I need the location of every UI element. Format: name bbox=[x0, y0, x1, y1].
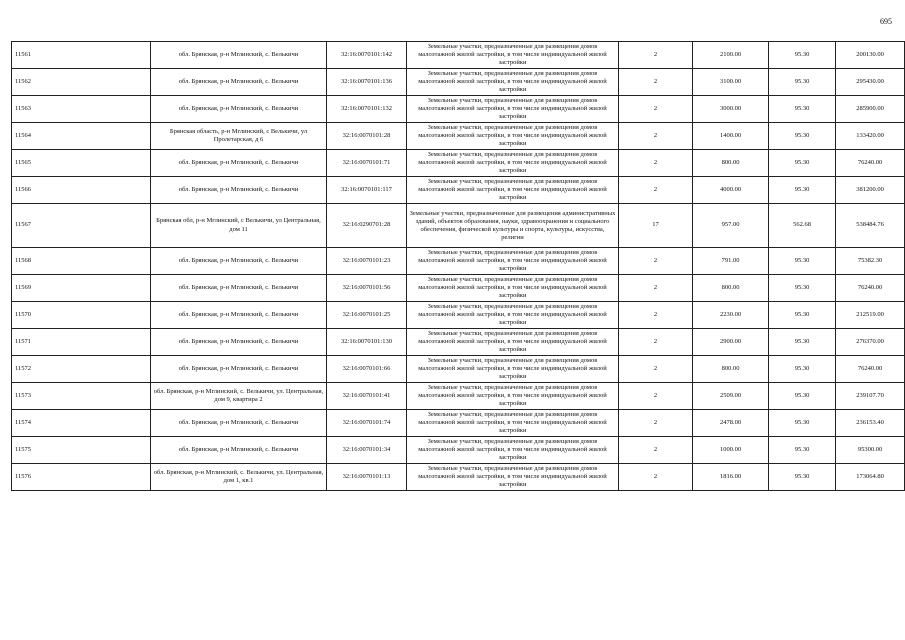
area-cell: 1400.00 bbox=[693, 123, 769, 150]
specific-value-cell: 95.30 bbox=[769, 410, 836, 437]
cadastral-number-cell: 32:16:0070101:28 bbox=[327, 123, 407, 150]
area-cell: 3000.00 bbox=[693, 96, 769, 123]
cadastral-number-cell: 32:16:0070101:25 bbox=[327, 302, 407, 329]
address-cell: обл. Брянская, р-н Мглинский, с. Велькичи bbox=[151, 248, 327, 275]
cadastral-value-cell: 239107.70 bbox=[836, 383, 905, 410]
specific-value-cell: 95.30 bbox=[769, 69, 836, 96]
area-cell: 957.00 bbox=[693, 204, 769, 248]
address-cell: обл. Брянская, р-н Мглинский, с. Велькичи bbox=[151, 275, 327, 302]
area-cell: 800.00 bbox=[693, 356, 769, 383]
table-row bbox=[12, 302, 905, 329]
group-code-cell: 2 bbox=[619, 42, 693, 69]
address-cell: обл. Брянская, р-н Мглинский, с. Велькичи bbox=[151, 356, 327, 383]
group-code-cell: 2 bbox=[619, 96, 693, 123]
cadastral-number-cell: 32:16:0070101:132 bbox=[327, 96, 407, 123]
cadastral-value-cell: 212519.00 bbox=[836, 302, 905, 329]
row-number-cell: 11562 bbox=[12, 69, 151, 96]
cadastral-value-cell: 276370.00 bbox=[836, 329, 905, 356]
row-number-cell: 11566 bbox=[12, 177, 151, 204]
cadastral-value-cell: 76240.00 bbox=[836, 356, 905, 383]
group-code-cell: 2 bbox=[619, 123, 693, 150]
group-code-cell: 2 bbox=[619, 437, 693, 464]
cadastral-number-cell: 32:16:0070101:56 bbox=[327, 275, 407, 302]
group-code-cell: 2 bbox=[619, 329, 693, 356]
table-row bbox=[12, 464, 905, 491]
table-row bbox=[12, 123, 905, 150]
row-number-cell: 11575 bbox=[12, 437, 151, 464]
address-cell: обл. Брянская, р-н Мглинский, с. Велькичи bbox=[151, 329, 327, 356]
cadastral-value-cell: 381200.00 bbox=[836, 177, 905, 204]
area-cell: 800.00 bbox=[693, 275, 769, 302]
table-row bbox=[12, 356, 905, 383]
land-use-cell: Земельные участки, предназначенные для размещения домов малоэтажной жилой застройки, в том числе индивидуальной жилой застройки bbox=[407, 248, 619, 275]
table-row bbox=[12, 69, 905, 96]
cadastral-number-cell: 32:16:0070101:71 bbox=[327, 150, 407, 177]
land-use-cell: Земельные участки, предназначенные для размещения домов малоэтажной жилой застройки, в том числе индивидуальной жилой застройки bbox=[407, 177, 619, 204]
area-cell: 2900.00 bbox=[693, 329, 769, 356]
row-number-cell: 11561 bbox=[12, 42, 151, 69]
specific-value-cell: 95.30 bbox=[769, 248, 836, 275]
row-number-cell: 11563 bbox=[12, 96, 151, 123]
land-use-cell: Земельные участки, предназначенные для размещения административных зданий, объектов образования, науки, здравоохранения и социального обеспечения, физической культуры и спорта, культуры, искусства, религии bbox=[407, 204, 619, 248]
row-number-cell: 11570 bbox=[12, 302, 151, 329]
cadastral-number-cell: 32:16:0070101:142 bbox=[327, 42, 407, 69]
cadastral-value-cell: 173064.80 bbox=[836, 464, 905, 491]
table-row bbox=[12, 150, 905, 177]
cadastral-number-cell: 32:16:0070101:136 bbox=[327, 69, 407, 96]
cadastral-value-cell: 538484.76 bbox=[836, 204, 905, 248]
cadastral-value-table bbox=[11, 41, 905, 491]
group-code-cell: 2 bbox=[619, 464, 693, 491]
area-cell: 4000.00 bbox=[693, 177, 769, 204]
cadastral-number-cell: 32:16:0070101:66 bbox=[327, 356, 407, 383]
address-cell: обл. Брянская, р-н Мглинский, с. Велькичи bbox=[151, 437, 327, 464]
address-cell: обл. Брянская, р-н Мглинский, с. Велькичи bbox=[151, 42, 327, 69]
row-number-cell: 11568 bbox=[12, 248, 151, 275]
table-row bbox=[12, 383, 905, 410]
land-use-cell: Земельные участки, предназначенные для размещения домов малоэтажной жилой застройки, в том числе индивидуальной жилой застройки bbox=[407, 123, 619, 150]
land-use-cell: Земельные участки, предназначенные для размещения домов малоэтажной жилой застройки, в том числе индивидуальной жилой застройки bbox=[407, 150, 619, 177]
land-use-cell: Земельные участки, предназначенные для размещения домов малоэтажной жилой застройки, в том числе индивидуальной жилой застройки bbox=[407, 437, 619, 464]
area-cell: 1000.00 bbox=[693, 437, 769, 464]
cadastral-number-cell: 32:16:0070101:23 bbox=[327, 248, 407, 275]
cadastral-number-cell: 32:16:0070101:74 bbox=[327, 410, 407, 437]
specific-value-cell: 95.30 bbox=[769, 42, 836, 69]
address-cell: обл. Брянская, р-н Мглинский, с. Велькичи, ул. Центральная, дом 9, квартира 2 bbox=[151, 383, 327, 410]
cadastral-number-cell: 32:16:0070101:13 bbox=[327, 464, 407, 491]
table-body bbox=[12, 42, 905, 491]
table-row bbox=[12, 410, 905, 437]
address-cell: обл. Брянская, р-н Мглинский, с. Велькичи bbox=[151, 69, 327, 96]
row-number-cell: 11569 bbox=[12, 275, 151, 302]
page-number: 695 bbox=[880, 17, 892, 26]
group-code-cell: 2 bbox=[619, 150, 693, 177]
group-code-cell: 2 bbox=[619, 383, 693, 410]
group-code-cell: 2 bbox=[619, 248, 693, 275]
cadastral-value-cell: 76240.00 bbox=[836, 275, 905, 302]
specific-value-cell: 95.30 bbox=[769, 464, 836, 491]
cadastral-number-cell: 32:16:0070101:34 bbox=[327, 437, 407, 464]
specific-value-cell: 95.30 bbox=[769, 123, 836, 150]
table-row bbox=[12, 42, 905, 69]
cadastral-number-cell: 32:16:0070101:117 bbox=[327, 177, 407, 204]
group-code-cell: 2 bbox=[619, 356, 693, 383]
land-use-cell: Земельные участки, предназначенные для размещения домов малоэтажной жилой застройки, в том числе индивидуальной жилой застройки bbox=[407, 383, 619, 410]
land-use-cell: Земельные участки, предназначенные для размещения домов малоэтажной жилой застройки, в том числе индивидуальной жилой застройки bbox=[407, 410, 619, 437]
land-use-cell: Земельные участки, предназначенные для размещения домов малоэтажной жилой застройки, в том числе индивидуальной жилой застройки bbox=[407, 302, 619, 329]
address-cell: обл. Брянская, р-н Мглинский, с. Велькичи bbox=[151, 150, 327, 177]
group-code-cell: 2 bbox=[619, 69, 693, 96]
table-row bbox=[12, 177, 905, 204]
specific-value-cell: 95.30 bbox=[769, 275, 836, 302]
table-row bbox=[12, 437, 905, 464]
area-cell: 2478.00 bbox=[693, 410, 769, 437]
group-code-cell: 2 bbox=[619, 410, 693, 437]
row-number-cell: 11576 bbox=[12, 464, 151, 491]
group-code-cell: 17 bbox=[619, 204, 693, 248]
cadastral-value-cell: 285900.00 bbox=[836, 96, 905, 123]
address-cell: обл. Брянская, р-н Мглинский, с. Велькичи bbox=[151, 96, 327, 123]
row-number-cell: 11574 bbox=[12, 410, 151, 437]
land-use-cell: Земельные участки, предназначенные для размещения домов малоэтажной жилой застройки, в том числе индивидуальной жилой застройки bbox=[407, 329, 619, 356]
table-row bbox=[12, 96, 905, 123]
land-use-cell: Земельные участки, предназначенные для размещения домов малоэтажной жилой застройки, в том числе индивидуальной жилой застройки bbox=[407, 356, 619, 383]
row-number-cell: 11573 bbox=[12, 383, 151, 410]
address-cell: Брянская обл, р-н Мглинский, с Велькичи, ул Центральная, дом 11 bbox=[151, 204, 327, 248]
group-code-cell: 2 bbox=[619, 177, 693, 204]
area-cell: 2100.00 bbox=[693, 42, 769, 69]
area-cell: 3100.00 bbox=[693, 69, 769, 96]
address-cell: обл. Брянская, р-н Мглинский, с. Велькичи, ул. Центральная, дом 1, кв.1 bbox=[151, 464, 327, 491]
cadastral-number-cell: 32:16:0070101:130 bbox=[327, 329, 407, 356]
area-cell: 1816.00 bbox=[693, 464, 769, 491]
table-row bbox=[12, 329, 905, 356]
cadastral-number-cell: 32:16:0070101:41 bbox=[327, 383, 407, 410]
row-number-cell: 11571 bbox=[12, 329, 151, 356]
address-cell: обл. Брянская, р-н Мглинский, с. Велькичи bbox=[151, 177, 327, 204]
cadastral-value-cell: 236153.40 bbox=[836, 410, 905, 437]
cadastral-value-cell: 95300.00 bbox=[836, 437, 905, 464]
row-number-cell: 11572 bbox=[12, 356, 151, 383]
address-cell: обл. Брянская, р-н Мглинский, с. Велькичи bbox=[151, 302, 327, 329]
cadastral-value-cell: 295430.00 bbox=[836, 69, 905, 96]
specific-value-cell: 95.30 bbox=[769, 302, 836, 329]
row-number-cell: 11567 bbox=[12, 204, 151, 248]
specific-value-cell: 95.30 bbox=[769, 329, 836, 356]
specific-value-cell: 95.30 bbox=[769, 150, 836, 177]
land-use-cell: Земельные участки, предназначенные для размещения домов малоэтажной жилой застройки, в том числе индивидуальной жилой застройки bbox=[407, 275, 619, 302]
specific-value-cell: 95.30 bbox=[769, 437, 836, 464]
area-cell: 800.00 bbox=[693, 150, 769, 177]
group-code-cell: 2 bbox=[619, 275, 693, 302]
specific-value-cell: 562.68 bbox=[769, 204, 836, 248]
land-use-cell: Земельные участки, предназначенные для размещения домов малоэтажной жилой застройки, в том числе индивидуальной жилой застройки bbox=[407, 69, 619, 96]
cadastral-value-cell: 76240.00 bbox=[836, 150, 905, 177]
area-cell: 2230.00 bbox=[693, 302, 769, 329]
cadastral-value-cell: 200130.00 bbox=[836, 42, 905, 69]
table-row bbox=[12, 248, 905, 275]
table-row bbox=[12, 275, 905, 302]
land-use-cell: Земельные участки, предназначенные для размещения домов малоэтажной жилой застройки, в том числе индивидуальной жилой застройки bbox=[407, 464, 619, 491]
cadastral-value-cell: 75382.30 bbox=[836, 248, 905, 275]
specific-value-cell: 95.30 bbox=[769, 96, 836, 123]
cadastral-value-cell: 133420.00 bbox=[836, 123, 905, 150]
cadastral-number-cell: 32:16:0290701:28 bbox=[327, 204, 407, 248]
row-number-cell: 11564 bbox=[12, 123, 151, 150]
land-use-cell: Земельные участки, предназначенные для размещения домов малоэтажной жилой застройки, в том числе индивидуальной жилой застройки bbox=[407, 42, 619, 69]
address-cell: обл. Брянская, р-н Мглинский, с. Велькичи bbox=[151, 410, 327, 437]
specific-value-cell: 95.30 bbox=[769, 177, 836, 204]
row-number-cell: 11565 bbox=[12, 150, 151, 177]
specific-value-cell: 95.30 bbox=[769, 356, 836, 383]
land-use-cell: Земельные участки, предназначенные для размещения домов малоэтажной жилой застройки, в том числе индивидуальной жилой застройки bbox=[407, 96, 619, 123]
group-code-cell: 2 bbox=[619, 302, 693, 329]
table-row bbox=[12, 204, 905, 248]
address-cell: Брянская область, р-н Мглинский, с Велькичи, ул Пролетарская, д 6 bbox=[151, 123, 327, 150]
area-cell: 2509.00 bbox=[693, 383, 769, 410]
specific-value-cell: 95.30 bbox=[769, 383, 836, 410]
area-cell: 791.00 bbox=[693, 248, 769, 275]
